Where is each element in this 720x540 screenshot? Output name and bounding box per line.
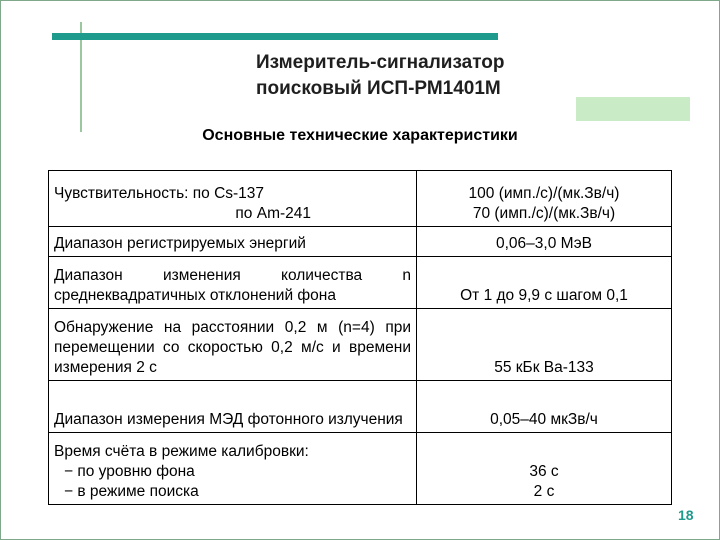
- value-cell: От 1 до 9,9 с шагом 0,1: [417, 257, 672, 309]
- slide-subtitle: Основные технические характеристики: [202, 127, 518, 144]
- param-line: по Am-241: [235, 205, 311, 222]
- value-cell: [417, 433, 672, 505]
- param-cell: Обнаружение на расстоянии 0,2 м (n=4) при перемещении со скоростью 0,2 м/с и времени измерения 2 с: [49, 309, 417, 381]
- table-row: [49, 171, 672, 227]
- param-line: Время счёта в режиме калибровки:: [54, 443, 309, 460]
- param-line: − по уровню фона: [64, 463, 195, 480]
- specs-table: [48, 170, 672, 505]
- param-cell: Диапазон измерения МЭД фотонного излучения: [49, 381, 417, 433]
- value-line: 36 с: [529, 463, 559, 480]
- param-cell: [49, 433, 417, 505]
- table-row: [49, 309, 672, 381]
- value-cell: 0,06–3,0 МэВ: [417, 227, 672, 257]
- param-cell: [49, 171, 417, 227]
- table-row: [49, 433, 672, 505]
- page-number: 18: [678, 507, 694, 523]
- decor-top-bar: [52, 33, 498, 40]
- value-line: 100 (имп./с)/(мк.Зв/ч): [468, 185, 620, 202]
- decor-light-box: [576, 97, 690, 121]
- value-line: 70 (имп./с)/(мк.Зв/ч): [472, 205, 616, 222]
- param-line: Чувствительность: по Cs-137: [54, 185, 265, 202]
- value-cell: 55 кБк Ва-133: [417, 309, 672, 381]
- param-cell: Диапазон изменения количества n среднеквадратичных отклонений фона: [49, 257, 417, 309]
- value-line: 2 с: [533, 483, 555, 500]
- value-cell: [417, 171, 672, 227]
- table-row: [49, 227, 672, 257]
- value-cell: 0,05–40 мкЗв/ч: [417, 381, 672, 433]
- table-row: [49, 257, 672, 309]
- param-cell: Диапазон регистрируемых энергий: [49, 227, 417, 257]
- table-row: [49, 381, 672, 433]
- param-line: − в режиме поиска: [64, 483, 199, 500]
- slide-title: Измеритель-сигнализатор поисковый ИСП-РМ1401М: [256, 52, 505, 99]
